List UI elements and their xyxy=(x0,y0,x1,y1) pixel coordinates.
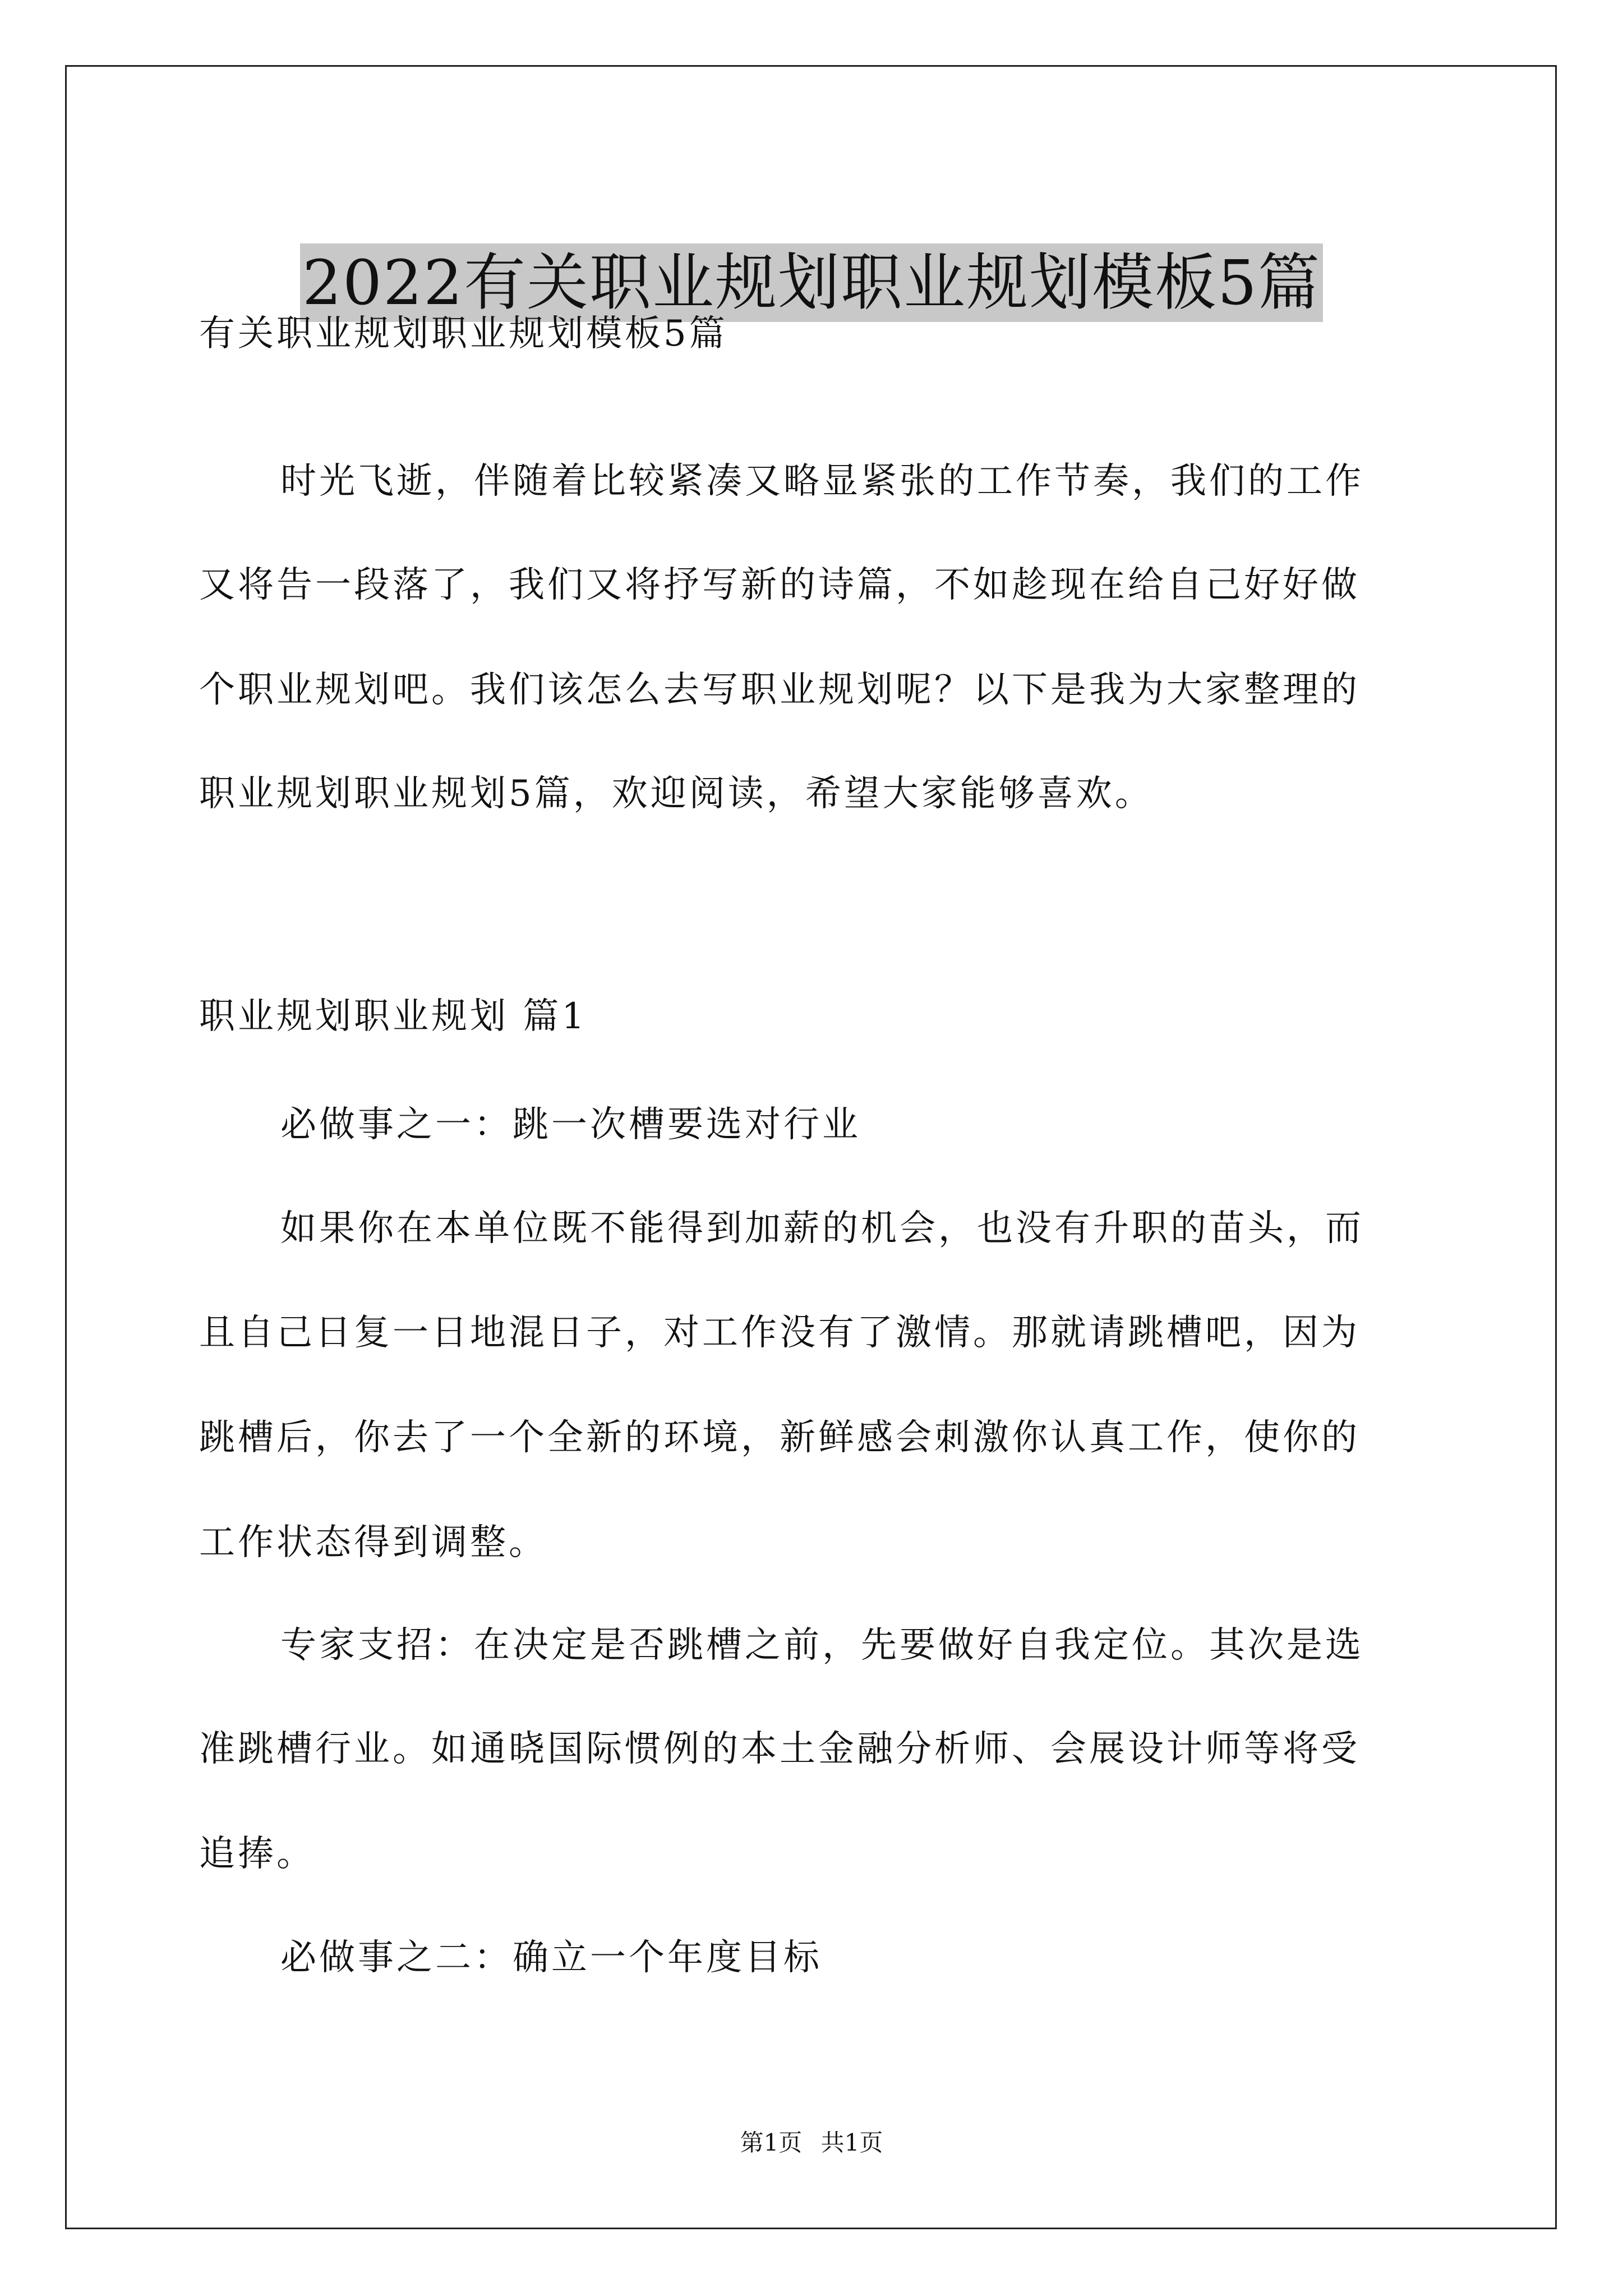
page-border xyxy=(65,65,1557,2229)
page-number: 第1页 xyxy=(740,2129,803,2156)
subtitle: 有关职业规划职业规划模板5篇 xyxy=(199,313,728,355)
paragraph-line: 专家支招：在决定是否跳槽之前，先要做好自我定位。其次是选 xyxy=(280,1625,1364,1666)
paragraph-line: 工作状态得到调整。 xyxy=(199,1522,547,1563)
page-footer xyxy=(0,2129,1623,2157)
paragraph-line: 且自己日复一日地混日子，对工作没有了激情。那就请跳槽吧，因为 xyxy=(199,1312,1360,1354)
paragraph-line: 必做事之二：确立一个年度目标 xyxy=(280,1937,822,1978)
paragraph-line: 必做事之一：跳一次槽要选对行业 xyxy=(280,1104,861,1145)
page-total: 共1页 xyxy=(820,2129,883,2156)
paragraph-line: 追捧。 xyxy=(199,1833,315,1875)
document-title: 2022有关职业规划职业规划模板5篇 xyxy=(300,243,1323,322)
paragraph-line: 职业规划职业规划5篇，欢迎阅读，希望大家能够喜欢。 xyxy=(199,773,1154,815)
paragraph-line: 如果你在本单位既不能得到加薪的机会，也没有升职的苗头，而 xyxy=(280,1208,1364,1249)
paragraph-line: 跳槽后，你去了一个全新的环境，新鲜感会刺激你认真工作，使你的 xyxy=(199,1417,1360,1458)
paragraph-line: 时光飞逝，伴随着比较紧凑又略显紧张的工作节奏，我们的工作 xyxy=(280,461,1364,502)
section-heading: 职业规划职业规划 篇1 xyxy=(199,996,588,1037)
paragraph-line: 又将告一段落了，我们又将抒写新的诗篇，不如趁现在给自己好好做 xyxy=(199,564,1360,606)
paragraph-line: 个职业规划吧。我们该怎么去写职业规划呢？以下是我为大家整理的 xyxy=(199,669,1360,711)
paragraph-line: 准跳槽行业。如通晓国际惯例的本土金融分析师、会展设计师等将受 xyxy=(199,1728,1360,1770)
